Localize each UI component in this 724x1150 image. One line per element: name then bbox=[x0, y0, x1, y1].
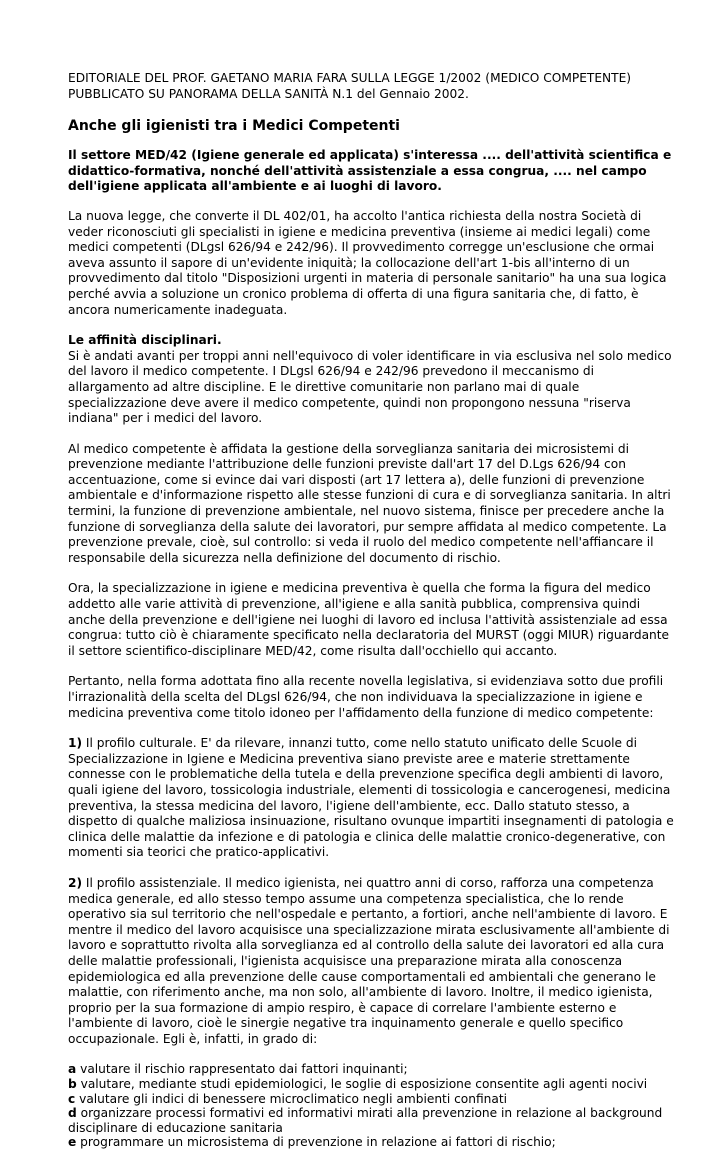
section-heading: Le affinità disciplinari. bbox=[68, 333, 222, 348]
point-1-number: 1) bbox=[68, 736, 83, 751]
point-2-text: Il profilo assistenziale. Il medico igienista, nei quattro anni di corso, rafforza una competenza medica generale, ed allo stesso tempo assume una competenza specialistica, che lo rende operativo sia sul territorio che nell'ospedale e pertanto, a fortiori, anche nell'ambiente di lavoro. E mentre il medico del lavoro acquisisce una specializzazione mirata esclusivamente all'ambiente di lavoro e soprattutto rivolta alla sorveglianza ed al controllo della salute dei lavoratori ed alla cura delle malattie professionali, l'igienista acquisisce una preparazione mirata alla conoscenza epidemiologica ed alla prevenzione delle cause comportamentali ed ambientali che generano le malattie, con riferimento anche, ma non solo, all'ambiente di lavoro. Inoltre, il medico igienista, proprio per la sua formazione di ampio respiro, è capace di correlare l'ambiente esterno e l'ambiente di lavoro, cioè le sinergie negative tra inquinamento generale e quello specifico occupazionale. Egli è, infatti, in grado di: bbox=[68, 875, 670, 1046]
list-item bbox=[68, 1092, 676, 1107]
list-item-letter: c bbox=[68, 1091, 76, 1106]
document-header bbox=[68, 71, 676, 102]
header-line-2: PUBBLICATO SU PANORAMA DELLA SANITÀ N.1 del Gennaio 2002. bbox=[68, 86, 469, 101]
list-item-text: organizzare processi formativi ed informativi mirati alla prevenzione in relazione al background disciplinare di educazione sanitaria bbox=[68, 1106, 663, 1135]
lead-paragraph: Il settore MED/42 (Igiene generale ed applicata) s'interessa .... dell'attività scientifica e didattico-formativa, nonché dell'attività assistenziale a essa congrua, .... nel campo dell'igiene applicata all'ambiente e ai luoghi di lavoro. bbox=[68, 148, 672, 194]
list-item-text: valutare, mediante studi epidemiologici, le soglie di esposizione consentite agli agenti nocivi bbox=[76, 1077, 648, 1092]
point-2-number: 2) bbox=[68, 875, 83, 890]
list-item-letter: b bbox=[68, 1077, 77, 1092]
lettered-list bbox=[68, 1062, 676, 1150]
paragraph-1: La nuova legge, che converte il DL 402/01, ha accolto l'antica richiesta della nostra Società di veder riconosciuti gli specialisti in igiene e medicina preventiva (insieme ai medici legali) come medici competenti (DLgsl 626/94 e 242/96). Il provvedimento corregge un'esclusione che ormai aveva assunto il sapore di un'evidente iniquità; la collocazione dell'art 1-bis all'interno di un provvedimento dal titolo "Disposizioni urgenti in materia di personale sanitario" ha una sua logica perché avvia a soluzione un cronico problema di offerta di una figura sanitaria che, di fatto, è ancora numericamente inadeguata. bbox=[68, 208, 667, 317]
list-item-letter: e bbox=[68, 1135, 77, 1150]
header-line-1: EDITORIALE DEL PROF. GAETANO MARIA FARA SULLA LEGGE 1/2002 (MEDICO COMPETENTE) bbox=[68, 71, 632, 85]
list-item bbox=[68, 1062, 676, 1077]
list-item-letter: a bbox=[68, 1062, 77, 1077]
point-2 bbox=[68, 876, 676, 1048]
paragraph-4: Ora, la specializzazione in igiene e medicina preventiva è quella che forma la figura del medico addetto alle varie attività di prevenzione, all'igiene e alla sanità pubblica, comprensiva quindi anche della prevenzione e dell'igiene nei luoghi di lavoro ed inclusa l'attività assistenziale ad essa congrua: tutto ciò è chiaramente specificato nella declaratoria del MURST (oggi MIUR) riguardante il settore scientifico-disciplinare MED/42, come risulta dall'occhiello qui accanto. bbox=[68, 581, 670, 658]
list-item-letter: d bbox=[68, 1106, 77, 1121]
paragraph-5: Pertanto, nella forma adottata fino alla recente novella legislativa, si evidenziava sotto due profili l'irrazionalità della scelta del DLgsl 626/94, che non individuava la specializzazione in igiene e medicina preventiva come titolo idoneo per l'affidamento della funzione di medico competente: bbox=[68, 674, 664, 720]
article-title: Anche gli igienisti tra i Medici Competenti bbox=[68, 118, 400, 135]
list-item bbox=[68, 1077, 676, 1092]
list-item-text: valutare il rischio rappresentato dai fattori inquinanti; bbox=[76, 1062, 408, 1077]
point-1 bbox=[68, 736, 676, 861]
paragraph-2: Si è andati avanti per troppi anni nell'equivoco di voler identificare in via esclusiva nel solo medico del lavoro il medico competente. I DLgsl 626/94 e 242/96 prevedono il meccanismo di allargamento ad altre discipline. E le direttive comunitarie non parlano mai di quale specializzazione deve avere il medico competente, quindi non propongono nessuna "riserva indiana" per i medici del lavoro. bbox=[68, 348, 672, 426]
list-item bbox=[68, 1106, 676, 1135]
list-item-text: valutare gli indici di benessere microclimatico negli ambienti confinati bbox=[75, 1091, 508, 1106]
point-1-text: Il profilo culturale. E' da rilevare, innanzi tutto, come nello statuto unificato delle Scuole di Specializzazione in Igiene e Medicina preventiva siano previste aree e materie strettamente connesse con le problematiche della tutela e della prevenzione specifica degli ambienti di lavoro, quali igiene del lavoro, tossicologia industriale, elementi di tossicologia e cancerogenesi, medicina preventiva, la stessa medicina del lavoro, l'igiene dell'ambiente, ecc. Dallo statuto stesso, a dispetto di qualche maliziosa insinuazione, risultano ovunque impartiti insegnamenti di patologia e clinica delle malattie da infezione e di patologia e clinica delle malattie cronico-degenerative, con momenti sia teorici che pratico-applicativi. bbox=[68, 736, 674, 860]
paragraph-3: Al medico competente è affidata la gestione della sorveglianza sanitaria dei microsistemi di prevenzione mediante l'attribuzione delle funzioni previste dall'art 17 del D.Lgs 626/94 con accentuazione, come si evince dai vari disposti (art 17 lettera a), delle funzioni di prevenzione ambientale e d'informazione rispetto alle stesse funzioni di cura e di sorveglianza sanitaria. In altri termini, la funzione di prevenzione ambientale, nel nuovo sistema, finisce per precedere anche la funzione di sorveglianza della salute dei lavoratori, pur sempre affidata al medico competente. La prevenzione prevale, cioè, sul controllo: si veda il ruolo del medico competente nell'affiancare il responsabile della sicurezza nella definizione del documento di rischio. bbox=[68, 441, 671, 565]
list-item bbox=[68, 1135, 676, 1150]
list-item-text: programmare un microsistema di prevenzione in relazione ai fattori di rischio; bbox=[76, 1135, 556, 1150]
